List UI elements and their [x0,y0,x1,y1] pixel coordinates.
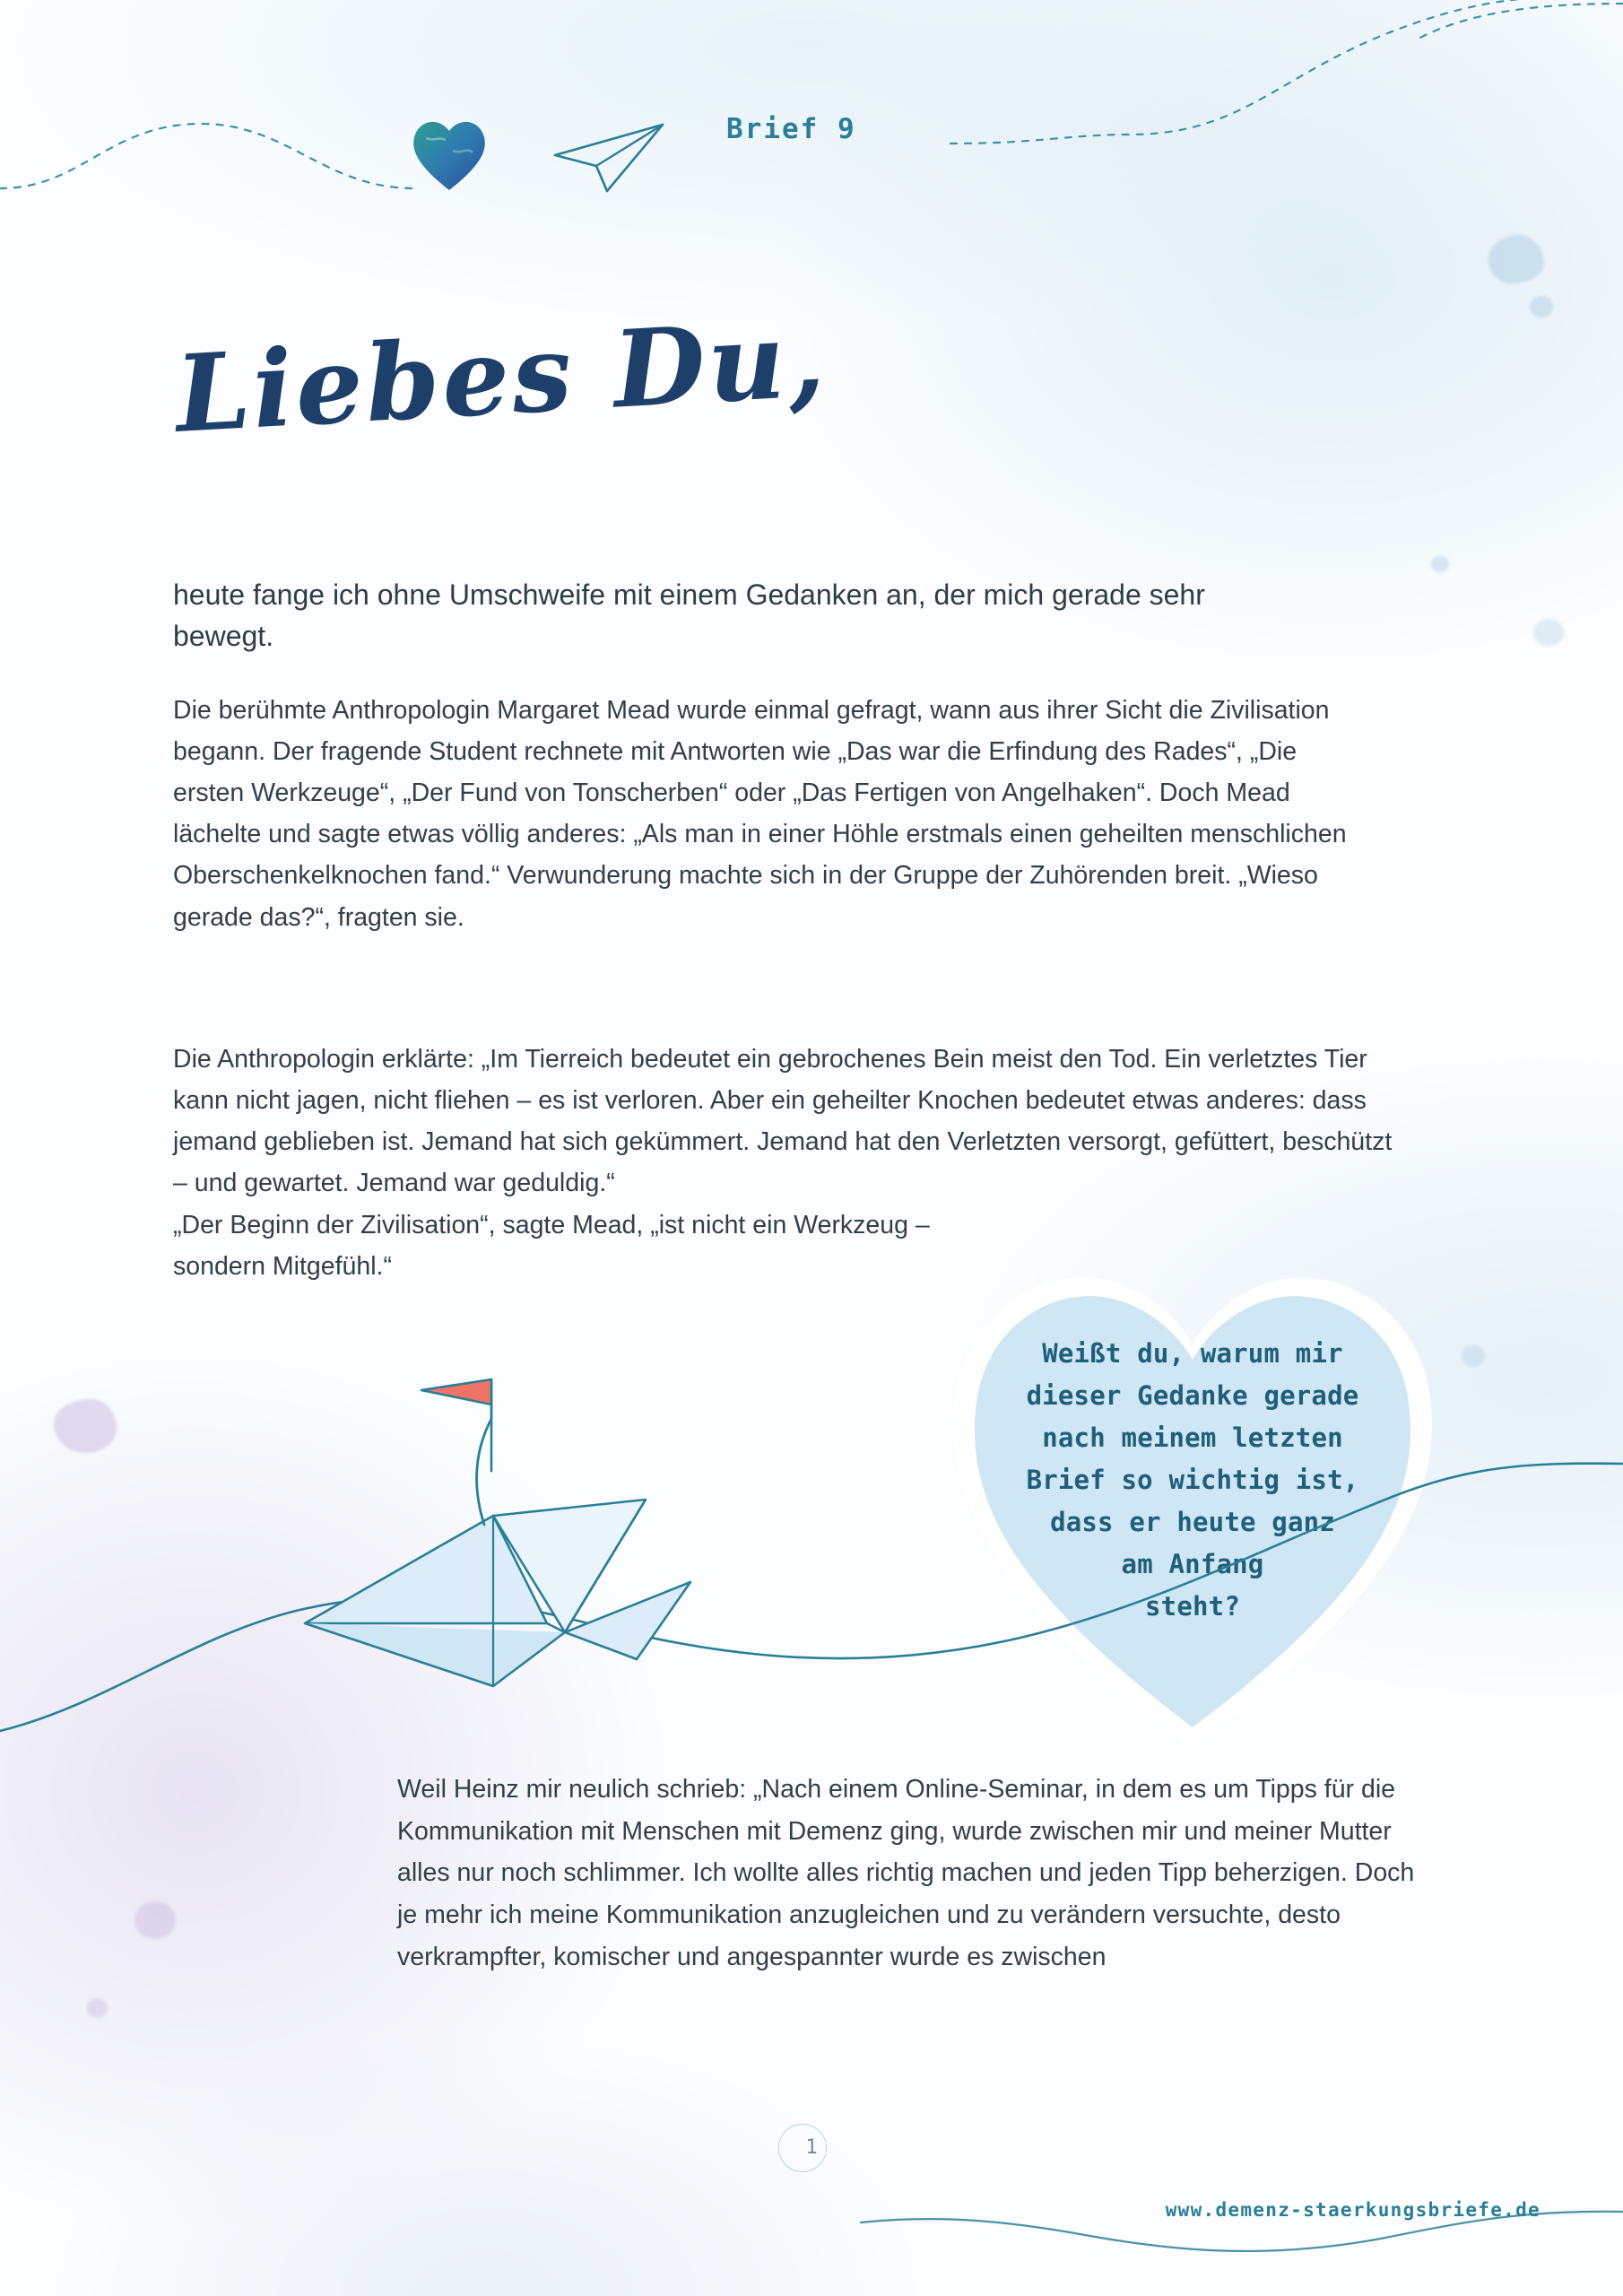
paragraph-civilisation-quote: „Der Beginn der Zivilisation“, sagte Mead, „ist nicht ein Werkzeug – sondern Mitgefühl.“ [173,1210,930,1281]
intro-paragraph: heute fange ich ohne Umschweife mit einem Gedanken an, der mich gerade sehr bewegt. [173,578,1205,653]
paper-boat-icon [269,1363,789,1704]
callout-line-1: Weißt du, warum mir [1042,1338,1343,1369]
callout-line-6: am Anfang [1121,1548,1264,1579]
website-url[interactable]: www.demenz-staerkungsbriefe.de [1165,2199,1541,2221]
callout-line-7: steht? [1145,1590,1240,1622]
paper-plane-icon [551,119,668,196]
paragraph-mead-question: Die berühmte Anthropologin Margaret Mead wurde einmal gefragt, wann aus ihrer Sicht die Zivilisation begann. Der fragende Student rechnete mit Antworten wie „Das war die Erfindung des Rades“, „Die ersten Werkzeuge“, „Der Fund von Tonscherben“ oder „Das Fertigen von Angelhaken“. Doch Mead lächelte und sagte etwas völlig anderes: „Als man in einer Höhle erstmals einen geheilten menschlichen Oberschenkelknochen fand.“ Verwunderung machte sich in der Gruppe der Zuhörenden breit. „Wieso gerade das?“, fragten sie. [173,695,1347,932]
letter-body [173,574,1366,969]
callout-line-5: dass er heute ganz [1050,1506,1335,1537]
salutation-heading: Liebes Du, [172,295,830,457]
paragraph-anthropologist-explains: Die Anthropologin erklärte: „Im Tierreich bedeutet ein gebrochenes Bein meist den Tod. Ein verletztes Tier kann nicht jagen, nicht fliehen – es ist verloren. Aber ein geheilter Knochen bedeutet etwas anderes: dass jemand geblieben ist. Jemand hat sich gekümmert. Jemand hat den Verletzten versorgt, gefüttert, beschützt – und gewartet. Jemand war geduldig.“ [173,1045,1393,1198]
letter-number-label: Brief 9 [726,113,856,145]
footer-wave-line [0,2152,1623,2296]
callout-line-2: dieser Gedanke gerade [1026,1379,1359,1411]
paragraph-heinz-letter: Weil Heinz mir neulich schrieb: „Nach einem Online-Seminar, in dem es um Tipps für die Kommunikation mit Menschen mit Demenz ging, wurde zwischen mir und meiner Mutter alles nur noch schlimmer. Ich wollte alles richtig machen und jeden Tipp beherzigen. Doch je mehr ich meine Kommunikation anzugleichen und zu verändern versuchte, desto verkrampfter, komischer und angespannter wurde es zwischen [397,1775,1415,1971]
callout-line-3: nach meinem letzten [1042,1422,1343,1453]
callout-line-4: Brief so wichtig ist, [1026,1464,1359,1495]
heart-icon [408,115,490,194]
decorative-swoosh-line [0,1435,1623,1812]
page-number: 1 [805,2136,818,2159]
